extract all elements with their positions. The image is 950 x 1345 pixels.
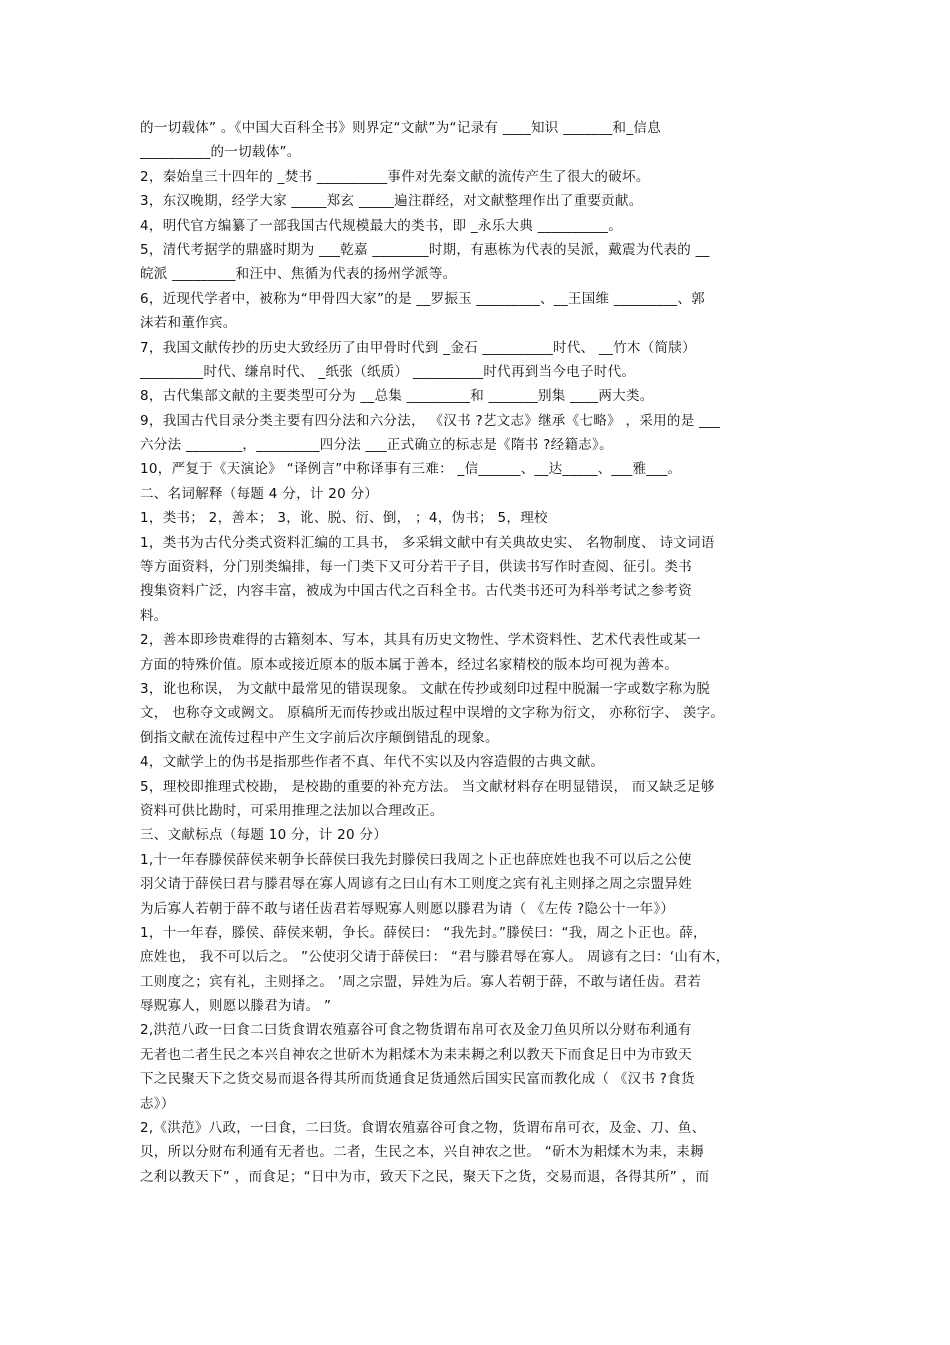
text-line: 1，类书为古代分类式资料汇编的工具书， 多采辑文献中有关典故史实、 名物制度、 诗文词语 xyxy=(140,534,715,551)
text-line: 资料可供比勘时，可采用推理之法加以合理改正。 xyxy=(140,802,444,819)
text-line: 2，秦始皇三十四年的 _焚书 __________事件对先秦文献的流传产生了很大的破坏。 xyxy=(140,168,650,185)
text-line: 的一切载体” 。《中国大百科全书》则界定“文献”为“记录有 ____知识 _______和_信息 xyxy=(140,120,661,136)
text-line: 无者也二者生民之本兴自神农之世斫木为耜煣木为耒耒耨之利以教天下而食足日中为市致天 xyxy=(140,1046,692,1063)
text-line: 搜集资料广泛，内容丰富，被成为中国古代之百科全书。古代类书还可为科举考试之参考资 xyxy=(140,583,692,600)
text-line: 辱贶寡人，则愿以滕君为请。 ” xyxy=(140,998,332,1015)
text-line: 庶姓也， 我不可以后之。 ”公使羽父请于薛侯曰： “君与滕君辱在寡人。 周谚有之曰：‘山有木， xyxy=(140,949,730,966)
text-line: 沫若和董作宾。 xyxy=(140,315,237,332)
text-line: 倒指文献在流传过程中产生文字前后次序颠倒错乱的现象。 xyxy=(140,729,499,746)
text-line: 2，善本即珍贵难得的古籍刻本、写本，其具有历史文物性、学术资料性、艺术代表性或某一 xyxy=(140,632,701,649)
text-line: 4，文献学上的伪书是指那些作者不真、年代不实以及内容造假的古典文献。 xyxy=(140,754,605,771)
text-line: 文， 也称夺文或阙文。 原稿所无而传抄或出版过程中误增的文字称为衍文， 亦称衍字、 羡字。 xyxy=(140,705,725,722)
text-line: 6，近现代学者中，被称为“甲骨四大家”的是 __罗振玉 _________、__王国维 _________、郭 xyxy=(140,290,705,307)
text-line: 志》） xyxy=(140,1095,175,1112)
text-line: 六分法 ________，_________四分法 ___正式确立的标志是《隋书 ?经籍志》。 xyxy=(140,437,613,454)
text-line: 二、名词解释（每题 4 分，计 20 分） xyxy=(140,485,379,502)
text-line: 羽父请于薛侯曰君与滕君辱在寡人周谚有之曰山有木工则度之宾有礼主则择之周之宗盟异姓 xyxy=(140,876,692,893)
text-line: 1，类书； 2，善本； 3，讹、脱、衍、倒， ；4，伪书； 5，理校 xyxy=(140,510,548,527)
text-line: 下之民聚天下之货交易而退各得其所而货通食足货通然后国实民富而教化成（ 《汉书 ?食货 xyxy=(140,1071,695,1088)
text-line: 1,十一年春滕侯薛侯来朝争长薛侯曰我先封滕侯曰我周之卜正也薛庶姓也我不可以后之公使 xyxy=(140,851,692,868)
text-line: 皖派 _________和汪中、焦循为代表的扬州学派等。 xyxy=(140,266,457,283)
document-body xyxy=(140,116,812,1189)
text-line: 4，明代官方编纂了一部我国古代规模最大的类书，即 _永乐大典 __________。 xyxy=(140,217,623,234)
text-line: 工则度之；宾有礼，主则择之。 ’周之宗盟，异姓为后。寡人若朝于薛，不敢与诸任齿。君若 xyxy=(140,973,702,990)
text-line: 等方面资料，分门别类编排，每一门类下又可分若干子目，供读书写作时查阅、征引。类书 xyxy=(140,559,692,576)
text-line: 9，我国古代目录分类主要有四分法和六分法， 《汉书 ?艺文志》继承《七略》 ，采用的是 ___ xyxy=(140,412,721,429)
text-line: 5，清代考据学的鼎盛时期为 ___乾嘉 ________时期，有惠栋为代表的吴派，戴震为代表的 __ xyxy=(140,241,710,258)
text-line: 5，理校即推理式校勘， 是校勘的重要的补充方法。 当文献材料存在明显错误， 而又缺乏足够 xyxy=(140,778,715,795)
text-line: 2,《洪范》八政，一曰食，二曰货。食谓农殖嘉谷可食之物，货谓布帛可衣，及金、刀、鱼、 xyxy=(140,1120,706,1137)
text-line: _________时代、缣帛时代、 _纸张（纸质） __________时代再到当今电子时代。 xyxy=(140,363,636,380)
text-line: 为后寡人若朝于薛不敢与诸任齿君若辱贶寡人则愿以滕君为请（ 《左传 ?隐公十一年》） xyxy=(140,900,675,917)
text-line: 贝，所以分财布利通有无者也。二者，生民之本，兴自神农之世。 “斫木为耜煣木为耒，耒耨 xyxy=(140,1144,704,1161)
text-line: 1，十一年春，滕侯、薛侯来朝，争长。薛侯曰： “我先封。”滕侯曰：“我，周之卜正也。薛， xyxy=(140,924,707,941)
text-line: 7，我国文献传抄的历史大致经历了由甲骨时代到 _金石 __________时代、 __竹木（简牍） xyxy=(140,339,696,356)
text-line: 料。 xyxy=(140,607,168,624)
text-line: 三、文献标点（每题 10 分，计 20 分） xyxy=(140,827,388,844)
text-line: 3，讹也称误， 为文献中最常见的错误现象。 文献在传抄或刻印过程中脱漏一字或数字称为脱 xyxy=(140,680,711,697)
text-line: 3，东汉晚期，经学大家 _____郑玄 _____遍注群经，对文献整理作出了重要贡献。 xyxy=(140,193,643,210)
text-line: __________的一切载体”。 xyxy=(140,144,301,161)
text-line: 2,洪范八政一曰食二曰货食谓农殖嘉谷可食之物货谓布帛可衣及金刀鱼贝所以分财布利通有 xyxy=(140,1022,692,1039)
text-line: 方面的特殊价值。原本或接近原本的版本属于善本，经过名家精校的版本均可视为善本。 xyxy=(140,656,679,673)
text-line: 之利以教天下” ，而食足；“日中为市，致天下之民，聚天下之货，交易而退，各得其所” ，而 xyxy=(140,1168,710,1185)
text-line: 8，古代集部文献的主要类型可分为 __总集 _________和 _______别集 ____两大类。 xyxy=(140,388,654,405)
text-line: 10，严复于《天演论》 “译例言”中称译事有三难： _信______、__达_____、___雅___。 xyxy=(140,461,682,478)
